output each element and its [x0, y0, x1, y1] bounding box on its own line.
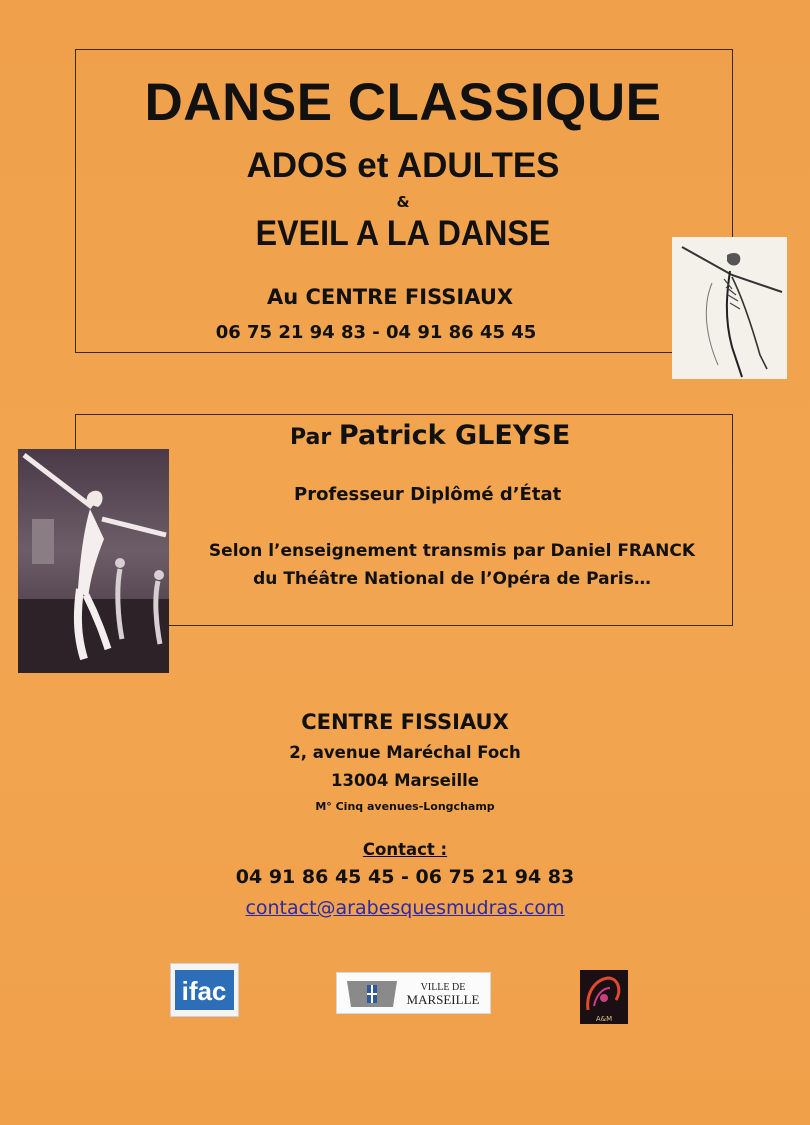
teacher-heading — [190, 420, 810, 451]
lineage-line-1: Selon l’enseignement transmis par Daniel FRANCK — [208, 541, 696, 561]
address-street: 2, avenue Maréchal Foch — [289, 743, 521, 762]
asm-logo-text: A&M — [595, 1015, 613, 1023]
ifac-logo-text: ifac — [181, 976, 227, 1006]
venue-line: Au CENTRE FISSIAUX — [266, 285, 514, 309]
contact-label: Contact : — [362, 840, 448, 859]
teacher-qualification: Professeur Diplômé d’État — [294, 484, 562, 505]
address-city: 13004 Marseille — [330, 771, 479, 790]
logo-ville-de: VILLE DE — [420, 982, 466, 993]
lineage-line-2: du Théâtre National de l’Opéra de Paris… — [253, 569, 651, 589]
top-phones: 06 75 21 94 83 - 04 91 86 45 45 — [215, 322, 537, 343]
dancer-photo-image — [18, 449, 169, 673]
ifac-logo — [170, 963, 239, 1017]
teacher-lineage — [172, 537, 732, 593]
address-metro: M° Cinq avenues-Longchamp — [315, 800, 495, 813]
dancer-sketch-image — [672, 237, 787, 379]
eveil-heading: EVEIL A LA DANSE — [255, 214, 551, 253]
ville-de-marseille-logo — [336, 972, 491, 1014]
contact-phones: 04 91 86 45 45 - 06 75 21 94 83 — [235, 866, 575, 888]
asm-logo — [580, 970, 628, 1024]
contact-email-link[interactable]: contact@arabesquesmudras.com — [245, 897, 565, 919]
par-label: Par — [290, 425, 339, 450]
address-name: CENTRE FISSIAUX — [301, 710, 509, 734]
teacher-name: Patrick GLEYSE — [338, 420, 571, 451]
logo-marseille: MARSEILLE — [406, 992, 480, 1007]
ampersand: & — [396, 193, 410, 211]
poster-subtitle: ADOS et ADULTES — [246, 146, 560, 185]
poster-title: DANSE CLASSIQUE — [144, 73, 662, 132]
